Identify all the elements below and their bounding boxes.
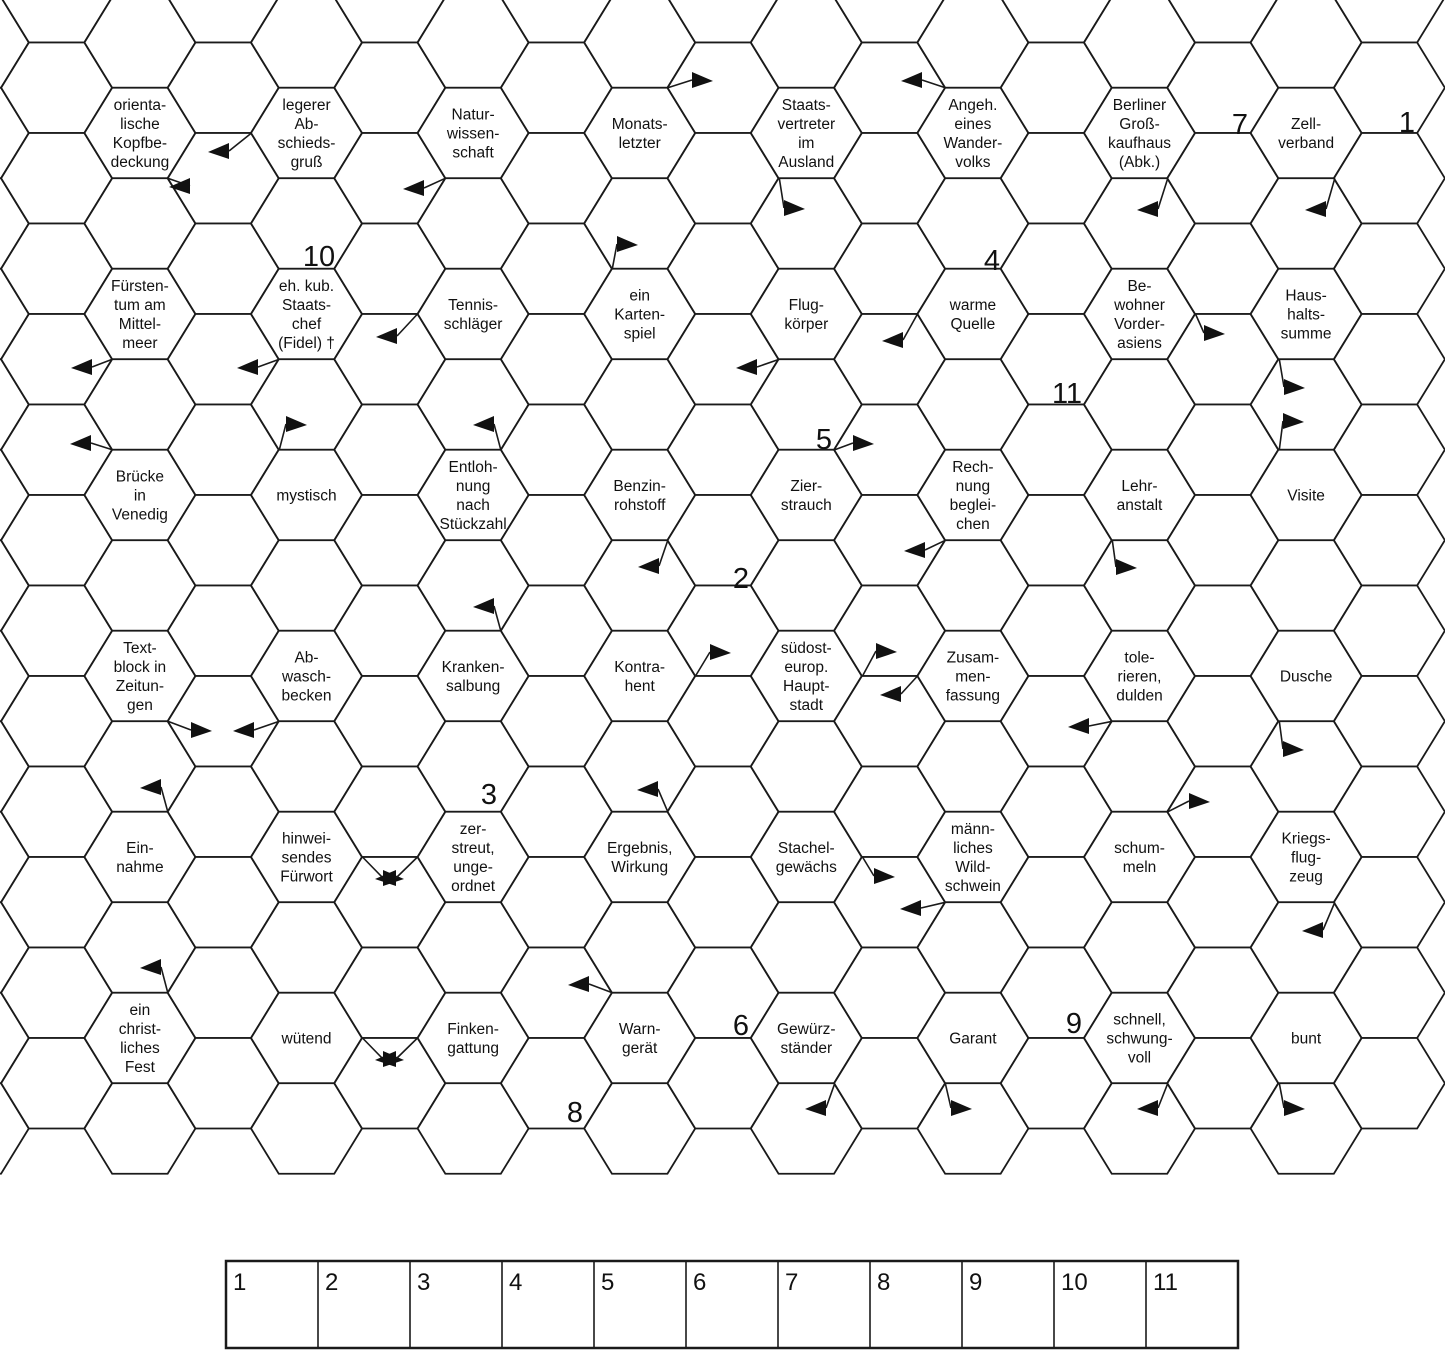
clue-text: hinwei-sendes Fürwort bbox=[280, 830, 333, 886]
clue-text: Dusche bbox=[1279, 668, 1333, 686]
clue-text: Warn-gerät bbox=[618, 1021, 661, 1057]
clue-text: Kranken-salbung bbox=[441, 659, 505, 695]
solution-number: 2 bbox=[732, 563, 750, 595]
clue-text: Ab-wasch-becken bbox=[281, 649, 332, 705]
clue-text: Monats-letzter bbox=[611, 116, 668, 152]
clue-text: Ein-nahme bbox=[116, 840, 164, 876]
solution-strip-cell-number: 3 bbox=[417, 1269, 431, 1296]
clue-text: Brücke in Venedig bbox=[111, 468, 168, 524]
clue-text: orienta-lische Kopfbe-deckung bbox=[110, 97, 170, 171]
clue-text: Zusam-men-fassung bbox=[945, 649, 1001, 705]
solution-strip-cell-number: 9 bbox=[969, 1269, 983, 1296]
solution-number: 3 bbox=[480, 779, 498, 811]
solution-strip-cell-number: 10 bbox=[1061, 1269, 1088, 1296]
clue-text: mystisch bbox=[276, 487, 337, 505]
solution-strip-cell-number: 11 bbox=[1153, 1269, 1178, 1296]
clue-text: Flug-körper bbox=[784, 297, 829, 333]
clue-text: legerer Ab-schieds-gruß bbox=[277, 97, 336, 171]
clue-text: Gewürz-ständer bbox=[777, 1021, 836, 1057]
clue-text: eh. kub. Staats-chef (Fidel) † bbox=[278, 278, 335, 352]
clue-text: Berliner Groß-kaufhaus (Abk.) bbox=[1108, 97, 1171, 171]
clue-text: Angeh. eines Wander-volks bbox=[943, 97, 1003, 171]
clue-text: schnell, schwung-voll bbox=[1106, 1011, 1173, 1067]
solution-strip-cell-number: 2 bbox=[325, 1269, 339, 1296]
clue-text: Lehr-anstalt bbox=[1116, 478, 1163, 514]
clue-text: männ-liches Wild-schwein bbox=[944, 821, 1001, 895]
clue-text: bunt bbox=[1291, 1030, 1322, 1048]
clue-text: ein Karten-spiel bbox=[614, 287, 666, 343]
clue-text: Staats-vertreter im Ausland bbox=[777, 97, 836, 171]
solution-number: 9 bbox=[1065, 1008, 1083, 1040]
solution-number: 1 bbox=[1398, 107, 1416, 139]
clue-text: Zier-strauch bbox=[780, 478, 832, 514]
clue-text: Be-wohner Vorder-asiens bbox=[1114, 278, 1165, 352]
clue-text: schum-meln bbox=[1114, 840, 1165, 876]
clue-text: zer-streut, unge-ordnet bbox=[451, 821, 496, 895]
solution-number: 5 bbox=[815, 424, 833, 456]
clue-text: Zell-verband bbox=[1278, 116, 1335, 152]
clue-text: Finken-gattung bbox=[447, 1021, 499, 1057]
clue-text: wütend bbox=[281, 1030, 332, 1048]
solution-number: 11 bbox=[1051, 378, 1083, 410]
solution-strip-cell-number: 4 bbox=[509, 1269, 523, 1296]
solution-number: 7 bbox=[1231, 109, 1249, 141]
clue-text: Haus-halts-summe bbox=[1280, 287, 1332, 343]
solution-strip bbox=[226, 1261, 1238, 1348]
clue-text: Kriegs-flug-zeug bbox=[1281, 830, 1331, 886]
clue-text: Text-block in Zeitun-gen bbox=[113, 640, 167, 714]
clue-text: Ergebnis, Wirkung bbox=[606, 840, 673, 876]
solution-strip-cell-number: 1 bbox=[233, 1269, 247, 1296]
solution-strip-cell-number: 5 bbox=[601, 1269, 615, 1296]
clue-text: Rech-nung beglei-chen bbox=[949, 459, 997, 533]
solution-strip-cell-number: 8 bbox=[877, 1269, 891, 1296]
solution-number: 10 bbox=[302, 241, 336, 273]
solution-strip-cell-number: 7 bbox=[785, 1269, 799, 1296]
clue-text: Kontra-hent bbox=[614, 659, 666, 695]
solution-strip-cell-number: 6 bbox=[693, 1269, 707, 1296]
clue-text: Visite bbox=[1287, 487, 1325, 505]
clue-text: Natur-wissen-schaft bbox=[446, 106, 500, 162]
clue-text: Fürsten-tum am Mittel-meer bbox=[111, 278, 169, 352]
clue-text: südost-europ. Haupt-stadt bbox=[780, 640, 832, 714]
solution-number: 6 bbox=[732, 1010, 750, 1042]
clue-text: Entloh-nung nach Stückzahl bbox=[439, 459, 507, 533]
clue-text: warme Quelle bbox=[949, 297, 997, 333]
clue-text: Benzin-rohstoff bbox=[613, 478, 666, 514]
clue-text: Stachel-gewächs bbox=[775, 840, 837, 876]
clue-text: Garant bbox=[949, 1030, 997, 1048]
clue-text: tole-rieren, dulden bbox=[1116, 649, 1163, 705]
clue-text: ein christ-liches Fest bbox=[118, 1002, 162, 1076]
solution-number: 8 bbox=[566, 1097, 584, 1129]
clue-text: Tennis-schläger bbox=[443, 297, 503, 333]
solution-number: 4 bbox=[983, 245, 1001, 277]
